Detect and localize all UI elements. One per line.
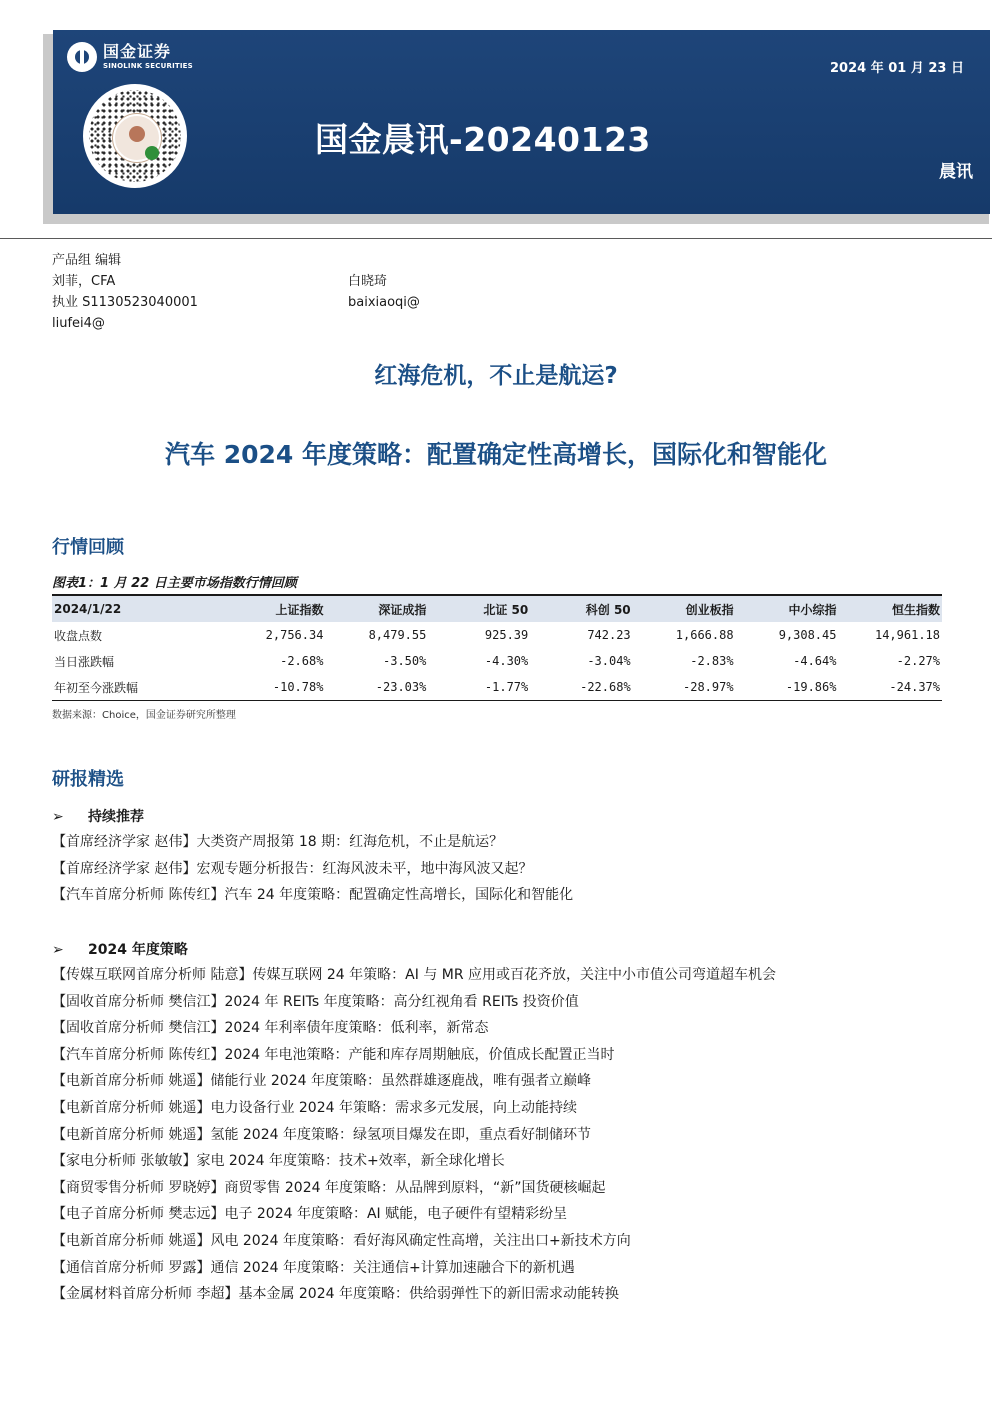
table-header-cell: 2024/1/22 (52, 595, 198, 622)
table-header-row (52, 595, 942, 622)
list-item[interactable]: 【汽车首席分析师 陈传红】2024 年电池策略：产能和库存周期触底，价值成长配置正当时 (52, 1046, 615, 1063)
table-cell: -3.04% (587, 654, 631, 668)
table-cell: 收盘点数 (54, 628, 103, 643)
subsection-continued-recommend (52, 806, 144, 826)
report-list-strategy (52, 962, 776, 1308)
logo-mark-icon (67, 42, 97, 72)
table-cell: 当日涨跌幅 (54, 654, 115, 669)
logo-text-cn: 国金证券 (103, 42, 172, 61)
table-cell: -4.64% (793, 654, 837, 668)
list-item[interactable]: 【首席经济学家 赵伟】宏观专题分析报告：红海风波未平，地中海风波又起？ (52, 860, 533, 877)
table-cell: -24.37% (838, 674, 942, 701)
table-header-cell: 深证成指 (325, 595, 428, 622)
table-header-cell: 恒生指数 (838, 595, 942, 622)
table-cell: 14,961.18 (874, 628, 940, 642)
author-name: 刘菲，CFA (52, 274, 116, 289)
list-item[interactable]: 【电新首席分析师 姚遥】风电 2024 年度策略：看好海风确定性高增，关注出口+新技术方向 (52, 1232, 631, 1249)
report-type-tag: 晨讯 (939, 162, 973, 182)
report-date: 2024 年 01 月 23 日 (830, 61, 964, 76)
list-item[interactable]: 【固收首席分析师 樊信江】2024 年 REITs 年度策略：高分红视角看 REITs 投资价值 (52, 993, 579, 1010)
table-cell: -3.50% (383, 654, 427, 668)
section-title-reports: 研报精选 (52, 769, 124, 790)
list-item[interactable]: 【汽车首席分析师 陈传红】汽车 24 年度策略：配置确定性高增长，国际化和智能化 (52, 887, 574, 904)
table-row (52, 648, 942, 674)
arrow-bullet-icon: ➢ (52, 942, 64, 958)
header-divider (0, 238, 992, 239)
table-cell: -28.97% (633, 674, 736, 701)
header-banner (53, 30, 990, 214)
table-cell: 1,666.88 (675, 628, 734, 642)
logo-text-en: SINOLINK SECURITIES (103, 62, 193, 70)
author-block-secondary (348, 271, 420, 313)
author-name: 白晓琦 (348, 274, 388, 289)
list-item[interactable]: 【通信首席分析师 罗露】通信 2024 年度策略：关注通信+计算加速融合下的新机遇 (52, 1259, 575, 1276)
list-item[interactable]: 【金属材料首席分析师 李超】基本金属 2024 年度策略：供给弱弹性下的新旧需求动能转换 (52, 1286, 619, 1303)
mini-program-icon (145, 146, 159, 160)
subsection-label: 持续推荐 (88, 809, 144, 825)
table-row (52, 674, 942, 701)
table-header-cell: 创业板指 (633, 595, 736, 622)
table-cell: -22.68% (530, 674, 632, 701)
author-email: liufei4@ (52, 316, 105, 331)
table-cell: -19.86% (736, 674, 839, 701)
subsection-label: 2024 年度策略 (88, 942, 188, 958)
editor-group: 产品组 编辑 (52, 253, 122, 268)
table-header-cell: 上证指数 (198, 595, 325, 622)
table-source-note: 数据来源：Choice，国金证券研究所整理 (52, 710, 236, 721)
list-item[interactable]: 【固收首席分析师 樊信江】2024 年利率债年度策略：低利率，新常态 (52, 1020, 489, 1037)
table-cell: 8,479.55 (368, 628, 427, 642)
list-item[interactable]: 【家电分析师 张敏敏】家电 2024 年度策略：技术+效率，新全球化增长 (52, 1153, 505, 1170)
table-cell: 742.23 (587, 628, 631, 642)
list-item[interactable]: 【商贸零售分析师 罗晓婷】商贸零售 2024 年度策略：从品牌到原料，“新”国货硬核崛起 (52, 1179, 606, 1196)
table-cell: 2,756.34 (265, 628, 324, 642)
author-email: baixiaoqi@ (348, 295, 420, 310)
table-cell: -2.27% (896, 654, 940, 668)
report-title: 国金晨讯-20240123 (315, 120, 651, 159)
table-cell: -1.77% (428, 674, 530, 701)
list-item[interactable]: 【电新首席分析师 姚遥】电力设备行业 2024 年策略：需求多元发展，向上动能持续 (52, 1099, 577, 1116)
list-item[interactable]: 【电新首席分析师 姚遥】氢能 2024 年度策略：绿氢项目爆发在即，重点看好制储环节 (52, 1126, 591, 1143)
subsection-annual-strategy (52, 939, 188, 959)
market-index-table (52, 594, 942, 701)
list-item[interactable]: 【传媒互联网首席分析师 陆意】传媒互联网 24 年策略：AI 与 MR 应用或百花齐放，关注中小市值公司弯道超车机会 (52, 967, 777, 983)
table-cell: -2.68% (280, 654, 324, 668)
headline-primary: 红海危机，不止是航运? (374, 363, 618, 389)
mini-program-qr-code (83, 84, 187, 188)
table-caption: 图表1：1 月 22 日主要市场指数行情回顾 (52, 576, 297, 591)
report-list-recommend (52, 829, 573, 909)
table-cell: 年初至今涨跌幅 (52, 674, 198, 701)
table-cell: -2.83% (690, 654, 734, 668)
table-header-cell: 北证 50 (428, 595, 530, 622)
arrow-bullet-icon: ➢ (52, 809, 64, 825)
table-cell: -10.78% (198, 674, 325, 701)
table-cell: 9,308.45 (778, 628, 837, 642)
table-header-cell: 中小综指 (736, 595, 839, 622)
section-title-market: 行情回顾 (52, 537, 124, 558)
author-license: 执业 S1130523040001 (52, 295, 198, 310)
table-row (52, 622, 942, 648)
list-item[interactable]: 【电新首席分析师 姚遥】储能行业 2024 年度策略：虽然群雄逐鹿战，唯有强者立巅峰 (52, 1073, 591, 1090)
headline-secondary: 汽车 2024 年度策略：配置确定性高增长，国际化和智能化 (165, 440, 827, 469)
list-item[interactable]: 【电子首席分析师 樊志远】电子 2024 年度策略：AI 赋能，电子硬件有望精彩纷呈 (52, 1206, 568, 1223)
author-block-primary (52, 250, 198, 334)
company-logo (67, 42, 193, 72)
list-item[interactable]: 【首席经济学家 赵伟】大类资产周报第 18 期：红海危机，不止是航运？ (52, 834, 504, 850)
table-cell: 925.39 (484, 628, 529, 642)
table-cell: -4.30% (484, 654, 529, 668)
table-cell: -23.03% (325, 674, 428, 701)
table-header-cell: 科创 50 (530, 595, 632, 622)
